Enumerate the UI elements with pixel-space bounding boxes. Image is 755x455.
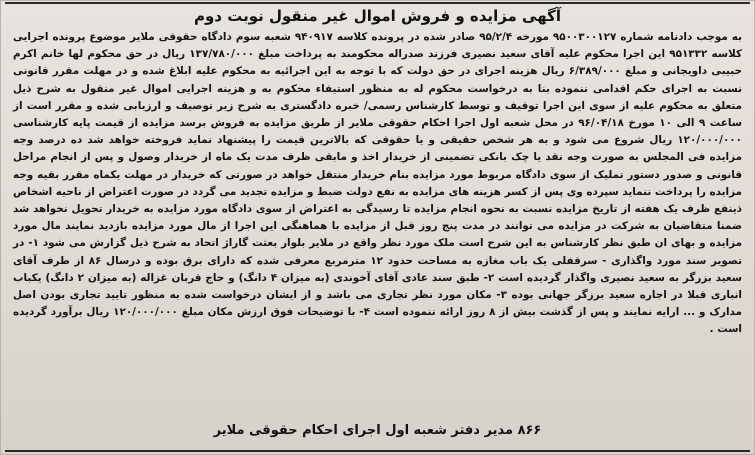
notice-title: آگهی مزایده و فروش اموال غیر منقول نوبت دوم — [193, 7, 561, 25]
top-border-rule — [5, 2, 750, 4]
notice-signature: ۸۶۶ مدیر دفتر شعبه اول اجرای احکام حقوقی ملایر — [213, 423, 542, 438]
notice-body: به موجب دادنامه شماره ۹۵۰۰۳۰۰۱۲۷ مورخه ۹۵/۲/۴ صادر شده در پرونده کلاسه ۹۴۰۹۱۷ شعبه سوم دادگاه حقوقی ملایر موضوع پرونده اجرایی کلاسه ۹۵۱۳۳۲ این اجرا محکوم علیه آقای سعید نصیری فرزند صدراله محکومند به پرداخت مبلغ ۱۳۷/۷۸۰/۰۰۰ ریال در حق محکوم لها خانم اکرم حبیبی داویجانی و مبلغ ۶/۳۸۹/۰۰۰ ریال هزینه اجرای در حق دولت که با توجه به این اجرائیه به محکوم علیه ابلاغ شده و در مهلت مقرر قانونی نسبت به اجرای حکم اقدامی ننموده بنا به درخواست محکوم له به منظور استیفاء محکوم به و هزینه اجرایی اموال غیر منقول به شرح ذیل متعلق به محکوم علیه از سوی این اجرا توقیف و توسط کارشناس رسمی/ خبره دادگستری به شرح زیر توصیف و ارزیابی شده و مقرر است از ساعت ۹ الی ۱۰ مورخ ۹۶/۰۴/۱۸ در محل شعبه اول اجرا احکام حقوقی ملایر از طریق مزایده به فروش برسد مزایده از قیمت پایه کارشناسی ۱۲۰/۰۰۰/۰۰۰ ریال شروع می شود و به هر شخص حقیقی و یا حقوقی که بالاترین قیمت را پیشنهاد نماید فروخته خواهد شد ده درصد وجه مزایده فی المجلس به صورت وجه نقد یا چک بانکی تضمینی از خریدار اخذ و مابقی ظرف مدت یک ماه از خریدار وصول و پس از انجام مراحل قانونی و صدور دستور تملیک از سوی دادگاه مربوط مورد مزایده بنام خریدار منتقل خواهد در صورتی که خریدار در مهلت یکماه مقرر بقیه وجه مزایده را پرداخت ننماید سپرده وی پس از کسر هزینه های مزایده به نفع دولت ضبط و مزایده تجدید می گردد در صورت اعتراض از ناحیه اشخاص ذینفع ظرف یک هفته از تاریخ مزایده نسبت به نحوه انجام مزایده تا رسیدگی به اعتراض از سوی دادگاه مورد مزایده به خریدار تحویل نخواهد شد ضمنا متقاضیان به شرکت در مزایده می توانند در مدت پنج روز قبل از مزایده با هماهنگی این اجرا از مال مورد مزایده بازدید نمایند مال مورد مزایده و بهای ان طبق نظر کارشناس به این شرح است ملک مورد نظر واقع در ملایر بلوار بعثت گاراژ اتحاد به شرح ذیل گزارش می شود ۱- در تصویر سند مورد واگذاری - سرقفلی یک باب مغازه به مساحت حدود ۱۲ مترمربع معرفی شده که دارای برق بوده و درسال ۸۶ از طرف آقای سعید بزرگر به سعید نصیری واگذار گردیده است ۲- طبق سند عادی آقای آخوندی (به میزان ۴ دانگ) و حاج قربان غزاله (به میزان ۲ دانگ) یکباب انباری قبلا در اجاره سعید برزگر جهانی بوده ۳- مکان مورد نظر تجاری می باشد و از ایشان درخواست شده به منظور تایید تجاری بودن اصل مدارک و ... ارایه نمایند و پس از گذشت بیش از ۸ روز ارائه ننموده است ۴- با توضیحات فوق ارزش مکان مبلغ ۱۲۰/۰۰۰/۰۰۰ ریال برآورد گردیده است . — [13, 31, 743, 336]
bottom-border-rule — [5, 450, 750, 452]
